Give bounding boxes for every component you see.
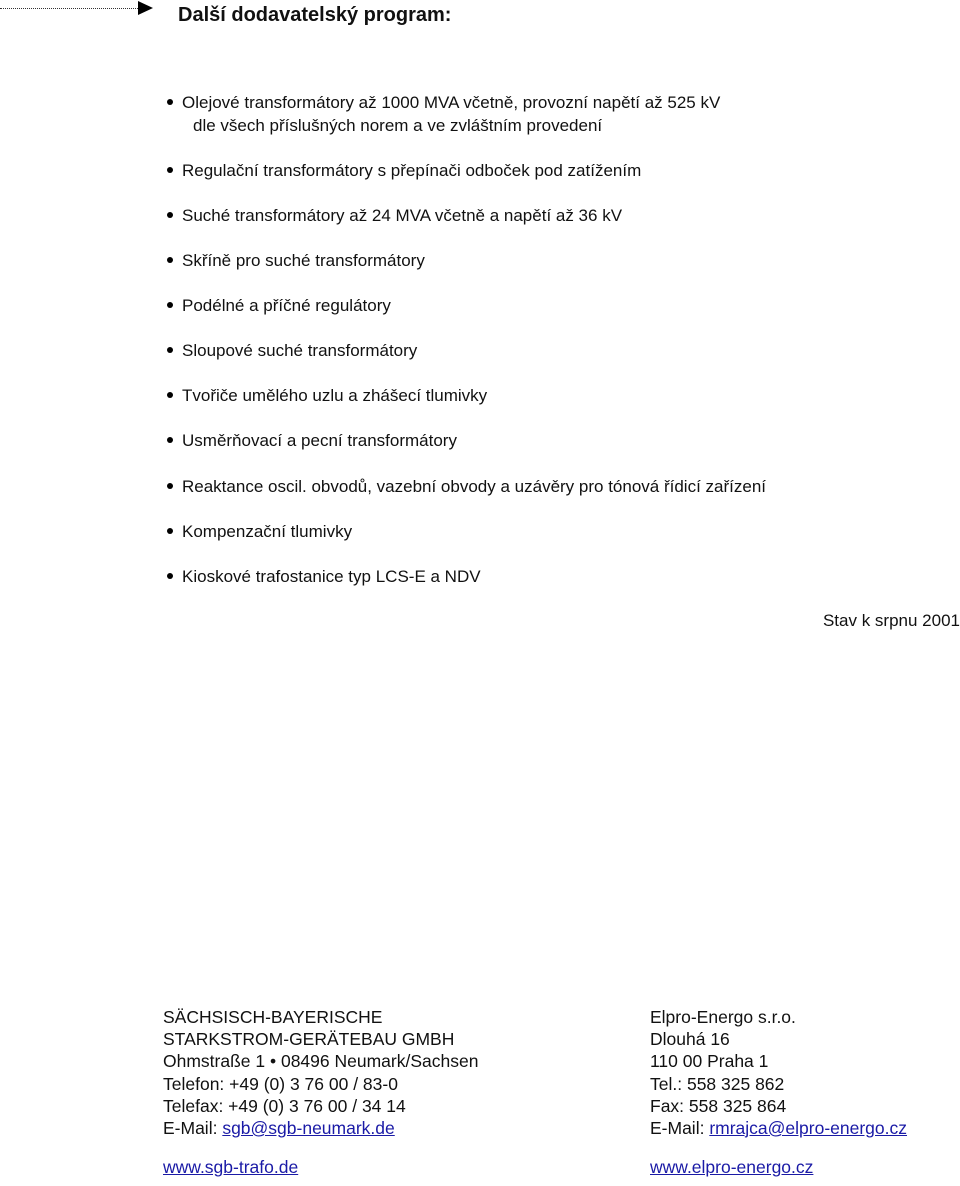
item-text: Usměrňovací a pecní transformátory (182, 431, 457, 450)
status-date: Stav k srpnu 2001 (822, 611, 960, 630)
page-title: Další dodavatelský program: (178, 4, 452, 26)
city: 110 00 Praha 1 (650, 1051, 769, 1072)
bullet-icon (167, 302, 173, 308)
bullet-icon (167, 347, 173, 353)
list-item (165, 159, 641, 182)
arrow-right-icon (138, 1, 153, 15)
item-text: Kioskové trafostanice typ LCS-E a NDV (182, 567, 481, 586)
bullet-icon (167, 483, 173, 489)
item-text: Reaktance oscil. obvodů, vazební obvody a uzávěry pro tónová řídicí zařízení (182, 477, 766, 496)
list-item (165, 475, 766, 498)
list-item (165, 429, 457, 452)
bullet-icon (167, 437, 173, 443)
email-link[interactable]: sgb@sgb-neumark.de (222, 1117, 395, 1138)
item-text: Tvořiče umělého uzlu a zhášecí tlumivky (182, 386, 488, 405)
list-item (165, 249, 425, 272)
street: Dlouhá 16 (650, 1029, 730, 1050)
company-name-line2: STARKSTROM-GERÄTEBAU GMBH (163, 1029, 455, 1050)
dotted-leader-line (0, 8, 138, 9)
email-link[interactable]: rmrajca@elpro-energo.cz (709, 1117, 908, 1138)
phone: Tel.: 558 325 862 (650, 1073, 785, 1094)
company-name-line1: SÄCHSISCH-BAYERISCHE (163, 1007, 383, 1027)
bullet-icon (167, 392, 173, 398)
bullet-icon (167, 573, 173, 579)
fax: Telefax: +49 (0) 3 76 00 / 34 14 (163, 1095, 406, 1116)
item-text: Podélné a příčné regulátory (182, 296, 391, 315)
bullet-icon (167, 528, 173, 534)
phone: Telefon: +49 (0) 3 76 00 / 83-0 (163, 1073, 398, 1094)
email-label: E-Mail: (163, 1117, 223, 1138)
fax: Fax: 558 325 864 (650, 1095, 787, 1116)
contact-block-elpro (650, 1006, 907, 1178)
item-text: Regulační transformátory s přepínači odboček pod zatížením (182, 161, 642, 180)
item-text: Suché transformátory až 24 MVA včetně a napětí až 36 kV (182, 206, 623, 225)
item-text: Kompenzační tlumivky (182, 522, 353, 541)
bullet-icon (167, 99, 173, 105)
address: Ohmstraße 1 • 08496 Neumark/Sachsen (163, 1051, 479, 1072)
list-item (165, 91, 720, 137)
email-label: E-Mail: (650, 1117, 710, 1138)
company-name: Elpro-Energo s.r.o. (650, 1007, 796, 1027)
website-link[interactable]: www.elpro-energo.cz (650, 1157, 814, 1178)
email-line (650, 1117, 907, 1139)
list-item (165, 294, 391, 317)
contact-block-sgb (163, 1006, 478, 1178)
list-item (165, 204, 622, 227)
email-line (163, 1117, 478, 1139)
item-text-continued: dle všech příslušných norem a ve zvláštním provedení (193, 116, 603, 135)
list-item (165, 520, 352, 543)
bullet-icon (167, 212, 173, 218)
item-text: Olejové transformátory až 1000 MVA včetně, provozní napětí až 525 kV (182, 93, 721, 112)
item-text: Sloupové suché transformátory (182, 341, 418, 360)
website-link[interactable]: www.sgb-trafo.de (163, 1157, 299, 1178)
bullet-icon (167, 257, 173, 263)
item-text: Skříně pro suché transformátory (182, 251, 425, 270)
list-item (165, 384, 487, 407)
list-item (165, 565, 481, 588)
list-item (165, 339, 417, 362)
bullet-icon (167, 167, 173, 173)
